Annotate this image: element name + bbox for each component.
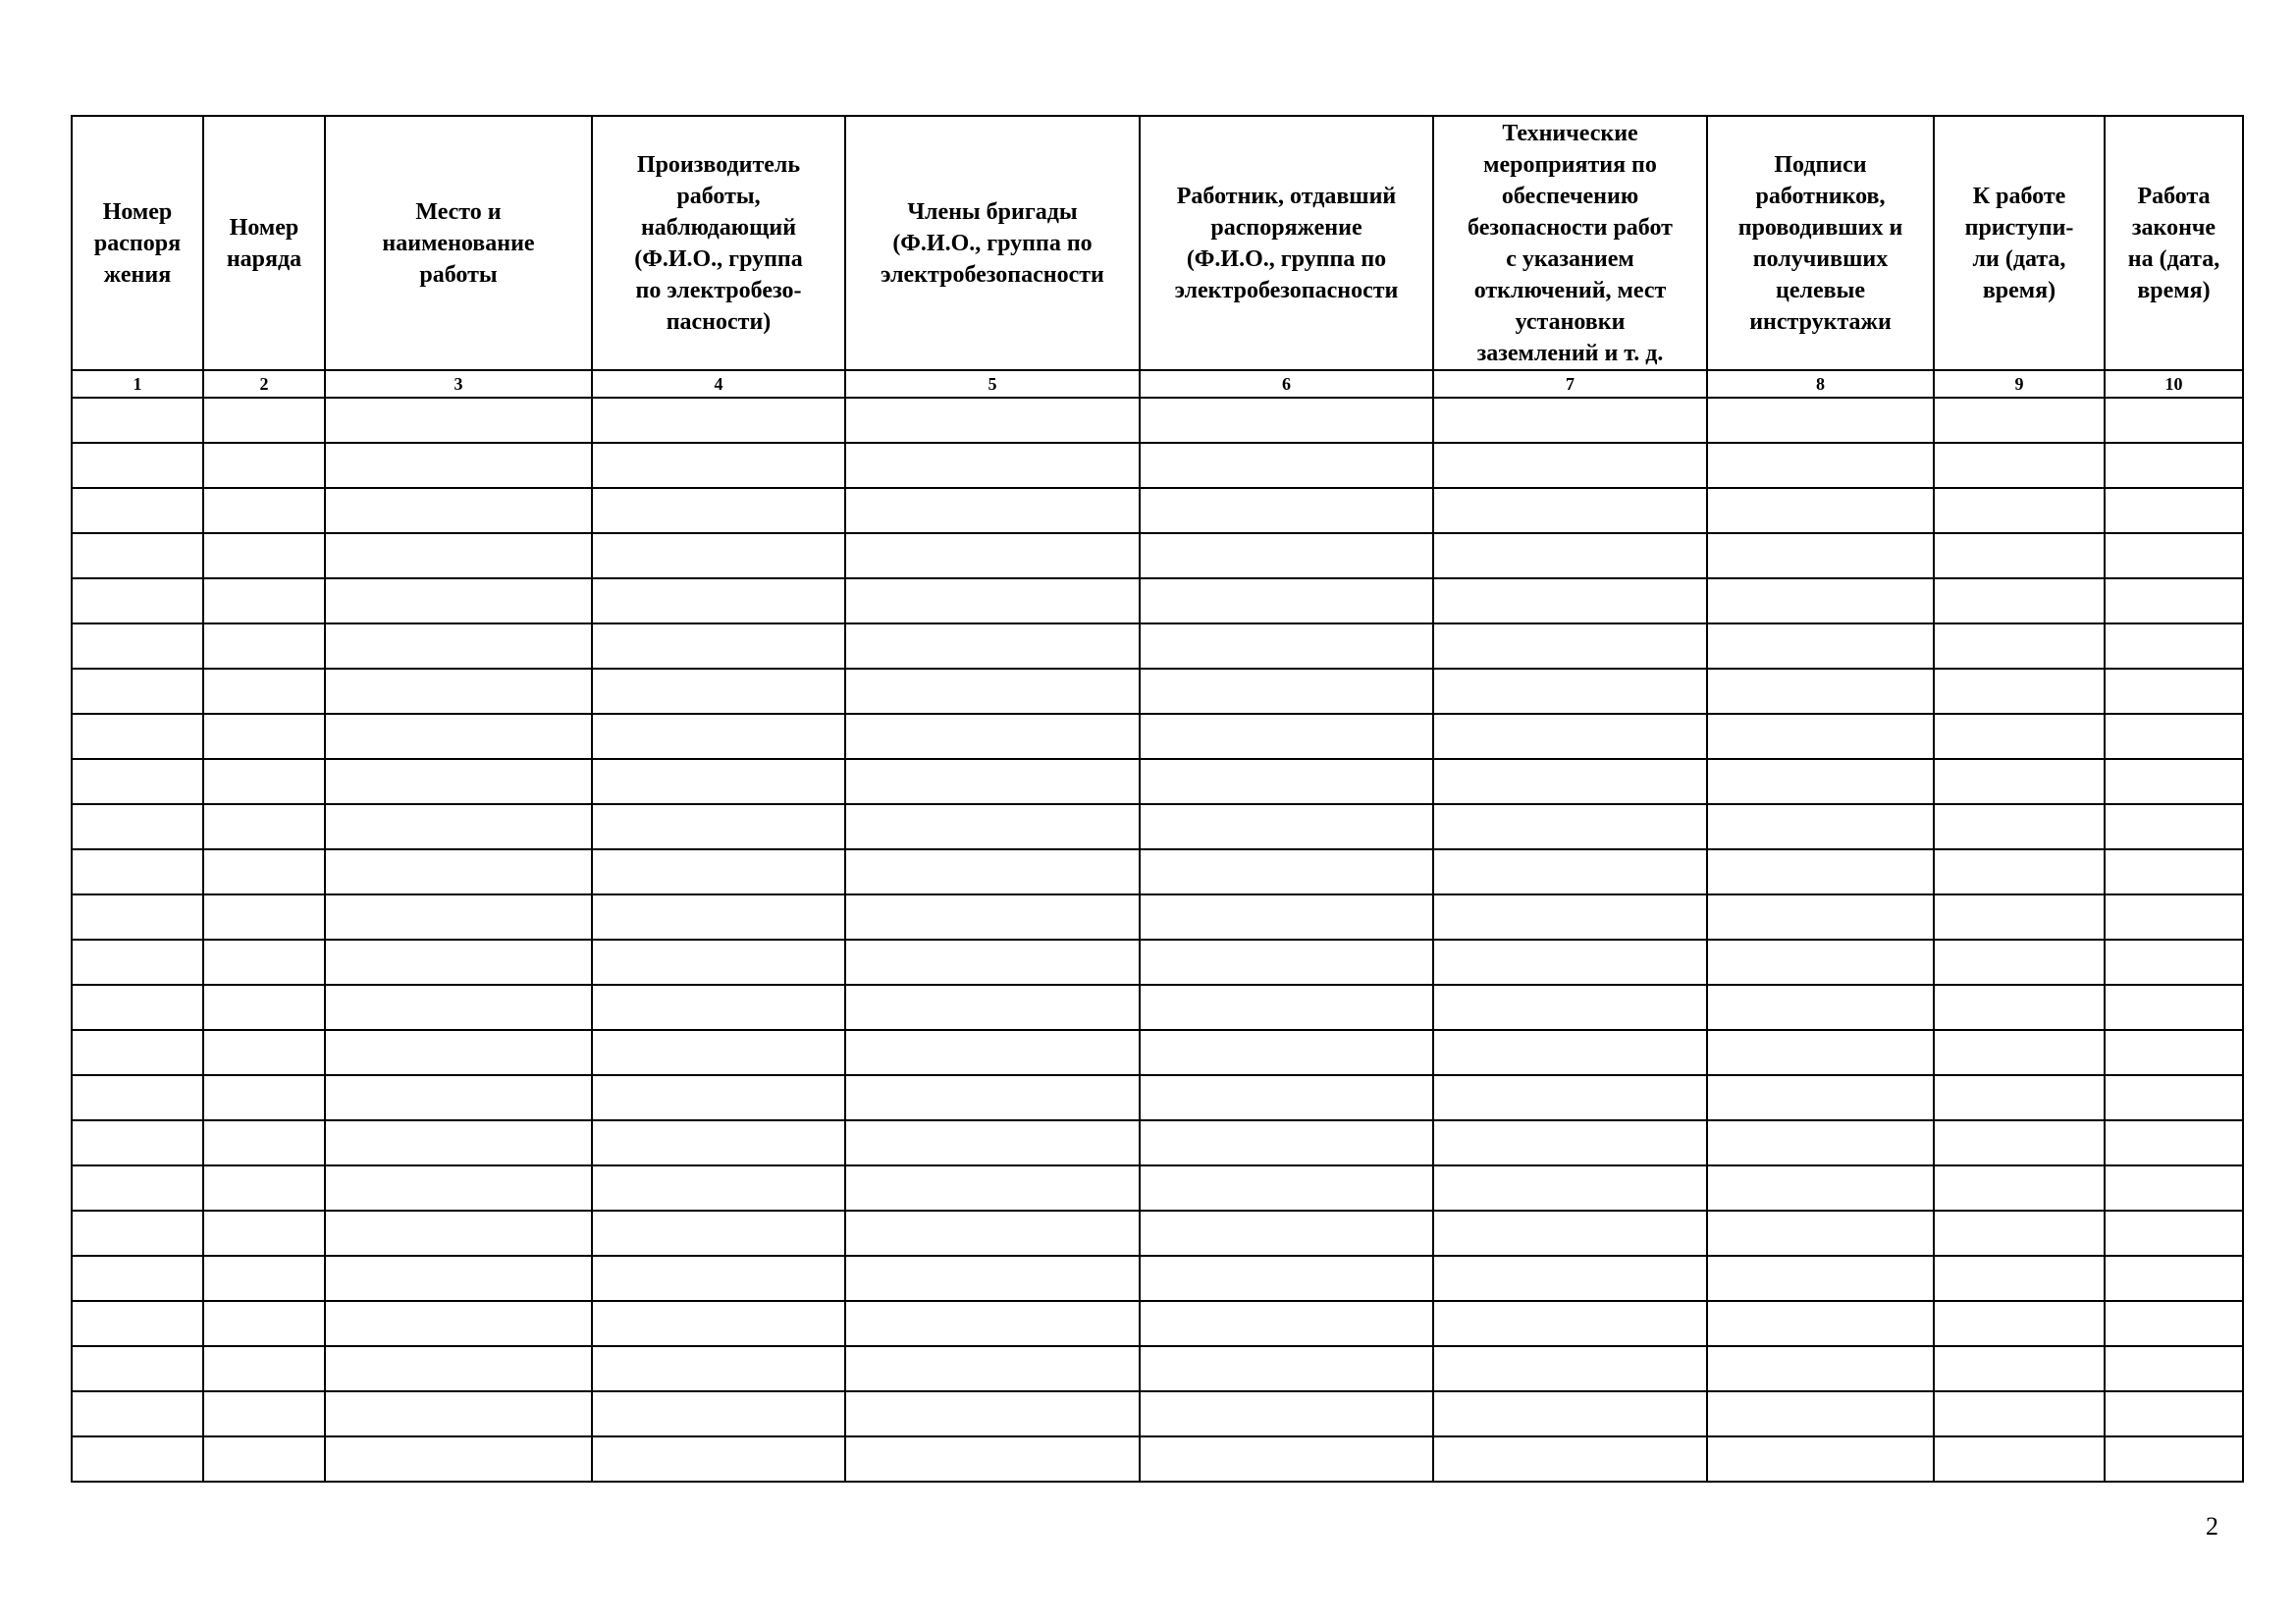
column-number-row — [72, 370, 2243, 398]
table-cell[interactable] — [203, 443, 325, 488]
table-cell[interactable] — [592, 1256, 845, 1301]
table-cell[interactable] — [1707, 1391, 1934, 1436]
table-cell[interactable] — [592, 1211, 845, 1256]
table-cell[interactable] — [203, 623, 325, 669]
table-cell[interactable] — [72, 488, 203, 533]
table-cell[interactable] — [2105, 894, 2243, 940]
table-cell[interactable] — [203, 578, 325, 623]
table-cell[interactable] — [72, 398, 203, 443]
table-cell[interactable] — [2105, 623, 2243, 669]
table-cell[interactable] — [1140, 1346, 1433, 1391]
table-cell[interactable] — [845, 714, 1140, 759]
table-row — [72, 1165, 2243, 1211]
table-cell[interactable] — [845, 1075, 1140, 1120]
table-cell[interactable] — [203, 894, 325, 940]
table-cell[interactable] — [1433, 1120, 1707, 1165]
column-number: 9 — [1934, 370, 2105, 398]
table-row — [72, 1256, 2243, 1301]
table-cell[interactable] — [325, 759, 592, 804]
table-row — [72, 1120, 2243, 1165]
table-cell[interactable] — [1433, 985, 1707, 1030]
column-number: 1 — [72, 370, 203, 398]
table-cell[interactable] — [2105, 1165, 2243, 1211]
work-orders-log-table — [71, 115, 2244, 1483]
table-cell[interactable] — [1934, 1211, 2105, 1256]
table-cell[interactable] — [592, 443, 845, 488]
table-cell[interactable] — [325, 849, 592, 894]
table-cell[interactable] — [845, 1211, 1140, 1256]
table-cell[interactable] — [325, 940, 592, 985]
table-cell[interactable] — [1707, 1256, 1934, 1301]
table-cell[interactable] — [1707, 488, 1934, 533]
table-cell[interactable] — [325, 1165, 592, 1211]
table-cell[interactable] — [1707, 443, 1934, 488]
table-cell[interactable] — [1707, 1436, 1934, 1482]
table-cell[interactable] — [845, 443, 1140, 488]
table-cell[interactable] — [1140, 623, 1433, 669]
table-cell[interactable] — [2105, 533, 2243, 578]
table-cell[interactable] — [72, 1030, 203, 1075]
table-cell[interactable] — [2105, 1120, 2243, 1165]
table-cell[interactable] — [325, 1301, 592, 1346]
table-cell[interactable] — [1707, 1120, 1934, 1165]
table-row — [72, 398, 2243, 443]
table-cell[interactable] — [1140, 533, 1433, 578]
table-cell[interactable] — [72, 669, 203, 714]
table-cell[interactable] — [592, 623, 845, 669]
page-number: 2 — [2206, 1512, 2218, 1541]
table-cell[interactable] — [592, 849, 845, 894]
table-cell[interactable] — [1433, 488, 1707, 533]
table-cell[interactable] — [72, 804, 203, 849]
table-cell[interactable] — [1707, 714, 1934, 759]
table-cell[interactable] — [845, 849, 1140, 894]
table-cell[interactable] — [845, 1346, 1140, 1391]
table-cell[interactable] — [1934, 398, 2105, 443]
table-cell[interactable] — [203, 1301, 325, 1346]
table-cell[interactable] — [1140, 1165, 1433, 1211]
table-cell[interactable] — [2105, 1030, 2243, 1075]
table-cell[interactable] — [325, 578, 592, 623]
table-cell[interactable] — [72, 1120, 203, 1165]
table-cell[interactable] — [1934, 1346, 2105, 1391]
table-cell[interactable] — [592, 533, 845, 578]
table-cell[interactable] — [845, 1256, 1140, 1301]
table-cell[interactable] — [845, 1030, 1140, 1075]
table-row — [72, 894, 2243, 940]
table-cell[interactable] — [1707, 985, 1934, 1030]
table-cell[interactable] — [845, 669, 1140, 714]
table-cell[interactable] — [72, 1436, 203, 1482]
table-cell[interactable] — [2105, 398, 2243, 443]
table-cell[interactable] — [1934, 533, 2105, 578]
column-number: 4 — [592, 370, 845, 398]
column-header-team-members: Члены бригады (Ф.И.О., группа по электробезопасности — [845, 116, 1140, 370]
table-cell[interactable] — [325, 1436, 592, 1482]
table-cell[interactable] — [1433, 849, 1707, 894]
table-cell[interactable] — [72, 714, 203, 759]
table-cell[interactable] — [1934, 1436, 2105, 1482]
table-cell[interactable] — [592, 488, 845, 533]
table-cell[interactable] — [2105, 1211, 2243, 1256]
table-cell[interactable] — [1707, 1030, 1934, 1075]
column-header-work-started: К работе приступи- ли (дата, время) — [1934, 116, 2105, 370]
table-cell[interactable] — [2105, 1346, 2243, 1391]
table-row — [72, 985, 2243, 1030]
table-cell[interactable] — [72, 1346, 203, 1391]
table-cell[interactable] — [1140, 1075, 1433, 1120]
table-cell[interactable] — [72, 623, 203, 669]
table-cell[interactable] — [203, 398, 325, 443]
table-cell[interactable] — [1934, 1301, 2105, 1346]
table-cell[interactable] — [72, 1211, 203, 1256]
table-cell[interactable] — [1934, 1120, 2105, 1165]
column-number: 10 — [2105, 370, 2243, 398]
table-cell[interactable] — [1433, 398, 1707, 443]
table-cell[interactable] — [2105, 714, 2243, 759]
table-cell[interactable] — [592, 578, 845, 623]
table-cell[interactable] — [1140, 443, 1433, 488]
table-cell[interactable] — [325, 669, 592, 714]
table-cell[interactable] — [72, 849, 203, 894]
column-header-order-number: Номер распоря жения — [72, 116, 203, 370]
table-cell[interactable] — [1707, 759, 1934, 804]
table-cell[interactable] — [1433, 1436, 1707, 1482]
table-cell[interactable] — [1707, 398, 1934, 443]
table-cell[interactable] — [203, 1346, 325, 1391]
table-cell[interactable] — [2105, 443, 2243, 488]
table-cell[interactable] — [1140, 1211, 1433, 1256]
table-cell[interactable] — [845, 623, 1140, 669]
table-cell[interactable] — [2105, 985, 2243, 1030]
table-cell[interactable] — [845, 804, 1140, 849]
table-cell[interactable] — [203, 669, 325, 714]
table-cell[interactable] — [1934, 714, 2105, 759]
table-cell[interactable] — [1707, 533, 1934, 578]
table-body — [72, 398, 2243, 1482]
table-cell[interactable] — [203, 759, 325, 804]
table-cell[interactable] — [1140, 940, 1433, 985]
table-cell[interactable] — [845, 940, 1140, 985]
table-cell[interactable] — [2105, 804, 2243, 849]
table-cell[interactable] — [1707, 1165, 1934, 1211]
table-cell[interactable] — [1140, 804, 1433, 849]
table-cell[interactable] — [203, 849, 325, 894]
column-number: 2 — [203, 370, 325, 398]
table-cell[interactable] — [1140, 985, 1433, 1030]
table-cell[interactable] — [1934, 849, 2105, 894]
table-cell[interactable] — [1433, 443, 1707, 488]
table-cell[interactable] — [1433, 714, 1707, 759]
table-cell[interactable] — [72, 759, 203, 804]
table-cell[interactable] — [2105, 1391, 2243, 1436]
table-cell[interactable] — [1934, 669, 2105, 714]
table-row — [72, 443, 2243, 488]
table-cell[interactable] — [72, 1256, 203, 1301]
table-cell[interactable] — [592, 985, 845, 1030]
table-row — [72, 1391, 2243, 1436]
table-cell[interactable] — [1140, 1030, 1433, 1075]
table-cell[interactable] — [1934, 940, 2105, 985]
table-cell[interactable] — [1707, 804, 1934, 849]
table-cell[interactable] — [592, 1030, 845, 1075]
table-cell[interactable] — [1934, 894, 2105, 940]
table-cell[interactable] — [1934, 443, 2105, 488]
table-row — [72, 940, 2243, 985]
table-row — [72, 488, 2243, 533]
table-cell[interactable] — [1707, 1211, 1934, 1256]
table-cell[interactable] — [1934, 1165, 2105, 1211]
table-cell[interactable] — [1140, 1436, 1433, 1482]
table-cell[interactable] — [325, 1256, 592, 1301]
column-header-order-issuer: Работник, отдавший распоряжение (Ф.И.О., группа по электробезопасности — [1140, 116, 1433, 370]
table-cell[interactable] — [592, 1436, 845, 1482]
table-cell[interactable] — [325, 1075, 592, 1120]
table-cell[interactable] — [1140, 398, 1433, 443]
column-number: 5 — [845, 370, 1140, 398]
table-cell[interactable] — [1707, 623, 1934, 669]
table-cell[interactable] — [325, 623, 592, 669]
table-cell[interactable] — [1140, 759, 1433, 804]
table-cell[interactable] — [592, 1165, 845, 1211]
table-cell[interactable] — [1433, 1391, 1707, 1436]
table-cell[interactable] — [845, 533, 1140, 578]
table-cell[interactable] — [325, 1120, 592, 1165]
table-cell[interactable] — [1934, 623, 2105, 669]
table-cell[interactable] — [72, 894, 203, 940]
table-cell[interactable] — [1433, 804, 1707, 849]
table-cell[interactable] — [845, 398, 1140, 443]
table-cell[interactable] — [72, 1391, 203, 1436]
table-cell[interactable] — [1140, 1256, 1433, 1301]
table-cell[interactable] — [203, 1030, 325, 1075]
table-cell[interactable] — [1433, 1211, 1707, 1256]
table-cell[interactable] — [325, 533, 592, 578]
table-cell[interactable] — [2105, 940, 2243, 985]
table-cell[interactable] — [845, 985, 1140, 1030]
table-cell[interactable] — [592, 398, 845, 443]
table-cell[interactable] — [72, 1301, 203, 1346]
table-row — [72, 623, 2243, 669]
table-cell[interactable] — [1433, 759, 1707, 804]
table-cell[interactable] — [1707, 1346, 1934, 1391]
table-row — [72, 804, 2243, 849]
table-row — [72, 759, 2243, 804]
table-cell[interactable] — [1433, 533, 1707, 578]
table-cell[interactable] — [203, 488, 325, 533]
table-cell[interactable] — [592, 759, 845, 804]
table-cell[interactable] — [203, 1211, 325, 1256]
table-cell[interactable] — [1707, 1075, 1934, 1120]
table-cell[interactable] — [1934, 1030, 2105, 1075]
table-cell[interactable] — [325, 443, 592, 488]
table-cell[interactable] — [1433, 669, 1707, 714]
table-cell[interactable] — [1140, 894, 1433, 940]
table-cell[interactable] — [2105, 1436, 2243, 1482]
column-header-work-finished: Работа законче на (дата, время) — [2105, 116, 2243, 370]
table-cell[interactable] — [845, 1301, 1140, 1346]
table-cell[interactable] — [72, 1075, 203, 1120]
table-cell[interactable] — [1140, 1120, 1433, 1165]
table-row — [72, 1211, 2243, 1256]
table-cell[interactable] — [592, 804, 845, 849]
table-cell[interactable] — [1934, 759, 2105, 804]
table-cell[interactable] — [203, 1165, 325, 1211]
table-cell[interactable] — [845, 1391, 1140, 1436]
table-cell[interactable] — [1934, 1391, 2105, 1436]
table-cell[interactable] — [1934, 488, 2105, 533]
table-cell[interactable] — [2105, 578, 2243, 623]
table-cell[interactable] — [325, 398, 592, 443]
table-cell[interactable] — [72, 1165, 203, 1211]
table-cell[interactable] — [203, 1075, 325, 1120]
table-row — [72, 1030, 2243, 1075]
table-cell[interactable] — [203, 985, 325, 1030]
table-cell[interactable] — [592, 1346, 845, 1391]
table-cell[interactable] — [1140, 849, 1433, 894]
table-cell[interactable] — [2105, 849, 2243, 894]
table-cell[interactable] — [325, 804, 592, 849]
table-cell[interactable] — [1433, 894, 1707, 940]
table-cell[interactable] — [2105, 759, 2243, 804]
table-cell[interactable] — [325, 1030, 592, 1075]
table-row — [72, 1436, 2243, 1482]
table-row — [72, 1075, 2243, 1120]
table-cell[interactable] — [203, 940, 325, 985]
column-header-safety-measures: Технические мероприятия по обеспечению безопасности работ с указанием отключений, мест установки заземлений и т. д. — [1433, 116, 1707, 370]
table-cell[interactable] — [1433, 578, 1707, 623]
table-cell[interactable] — [203, 533, 325, 578]
table-cell[interactable] — [203, 714, 325, 759]
table-row — [72, 714, 2243, 759]
table-cell[interactable] — [845, 759, 1140, 804]
table-row — [72, 1346, 2243, 1391]
table-cell[interactable] — [592, 894, 845, 940]
column-header-row — [72, 116, 2243, 370]
table-cell[interactable] — [1707, 669, 1934, 714]
table-cell[interactable] — [1433, 623, 1707, 669]
table-cell[interactable] — [1140, 669, 1433, 714]
table-cell[interactable] — [2105, 669, 2243, 714]
table-cell[interactable] — [592, 1301, 845, 1346]
table-cell[interactable] — [203, 1256, 325, 1301]
table-cell[interactable] — [203, 1120, 325, 1165]
table-cell[interactable] — [2105, 1301, 2243, 1346]
table-cell[interactable] — [1934, 578, 2105, 623]
table-cell[interactable] — [1140, 1391, 1433, 1436]
table-cell[interactable] — [203, 1436, 325, 1482]
table-cell[interactable] — [592, 1075, 845, 1120]
table-cell[interactable] — [1707, 849, 1934, 894]
table-row — [72, 578, 2243, 623]
table-cell[interactable] — [845, 1165, 1140, 1211]
table-cell[interactable] — [1707, 578, 1934, 623]
table-cell[interactable] — [2105, 1256, 2243, 1301]
table-cell[interactable] — [325, 488, 592, 533]
table-cell[interactable] — [203, 804, 325, 849]
column-header-work-supervisor: Производитель работы, наблюдающий (Ф.И.О., группа по электробезо- пасности) — [592, 116, 845, 370]
table-cell[interactable] — [845, 894, 1140, 940]
column-number: 3 — [325, 370, 592, 398]
table-cell[interactable] — [845, 1436, 1140, 1482]
table-cell[interactable] — [1433, 1030, 1707, 1075]
table-cell[interactable] — [845, 1120, 1140, 1165]
table-row — [72, 533, 2243, 578]
table-cell[interactable] — [1433, 1346, 1707, 1391]
table-cell[interactable] — [592, 940, 845, 985]
table-cell[interactable] — [1433, 940, 1707, 985]
table-cell[interactable] — [592, 714, 845, 759]
table-cell[interactable] — [845, 488, 1140, 533]
column-header-work-place-and-name: Место и наименование работы — [325, 116, 592, 370]
table-cell[interactable] — [592, 1391, 845, 1436]
table-cell[interactable] — [325, 714, 592, 759]
table-cell[interactable] — [2105, 488, 2243, 533]
table-cell[interactable] — [1934, 1075, 2105, 1120]
table-cell[interactable] — [325, 1211, 592, 1256]
table-cell[interactable] — [592, 1120, 845, 1165]
column-header-permit-number: Номер наряда — [203, 116, 325, 370]
table-cell[interactable] — [1707, 1301, 1934, 1346]
table-cell[interactable] — [72, 533, 203, 578]
table-cell[interactable] — [2105, 1075, 2243, 1120]
table-row — [72, 1301, 2243, 1346]
column-number: 7 — [1433, 370, 1707, 398]
column-header-briefing-signatures: Подписи работников, проводивших и получивших целевые инструктажи — [1707, 116, 1934, 370]
table-cell[interactable] — [1433, 1301, 1707, 1346]
table-cell[interactable] — [1433, 1075, 1707, 1120]
table-cell[interactable] — [1934, 1256, 2105, 1301]
table-cell[interactable] — [845, 578, 1140, 623]
table-cell[interactable] — [325, 1346, 592, 1391]
table-cell[interactable] — [72, 578, 203, 623]
table-cell[interactable] — [72, 443, 203, 488]
table-cell[interactable] — [1934, 985, 2105, 1030]
table-cell[interactable] — [1140, 488, 1433, 533]
column-number: 8 — [1707, 370, 1934, 398]
table-cell[interactable] — [1433, 1165, 1707, 1211]
table-row — [72, 669, 2243, 714]
table-cell[interactable] — [592, 669, 845, 714]
table-cell[interactable] — [1707, 894, 1934, 940]
table-cell[interactable] — [325, 1391, 592, 1436]
table-cell[interactable] — [1140, 714, 1433, 759]
table-cell[interactable] — [203, 1391, 325, 1436]
table-cell[interactable] — [1707, 940, 1934, 985]
table-cell[interactable] — [1140, 578, 1433, 623]
table-row — [72, 849, 2243, 894]
table-cell[interactable] — [325, 894, 592, 940]
column-number: 6 — [1140, 370, 1433, 398]
table-cell[interactable] — [72, 940, 203, 985]
table-cell[interactable] — [1934, 804, 2105, 849]
table-cell[interactable] — [72, 985, 203, 1030]
table-cell[interactable] — [325, 985, 592, 1030]
table-cell[interactable] — [1433, 1256, 1707, 1301]
table-cell[interactable] — [1140, 1301, 1433, 1346]
